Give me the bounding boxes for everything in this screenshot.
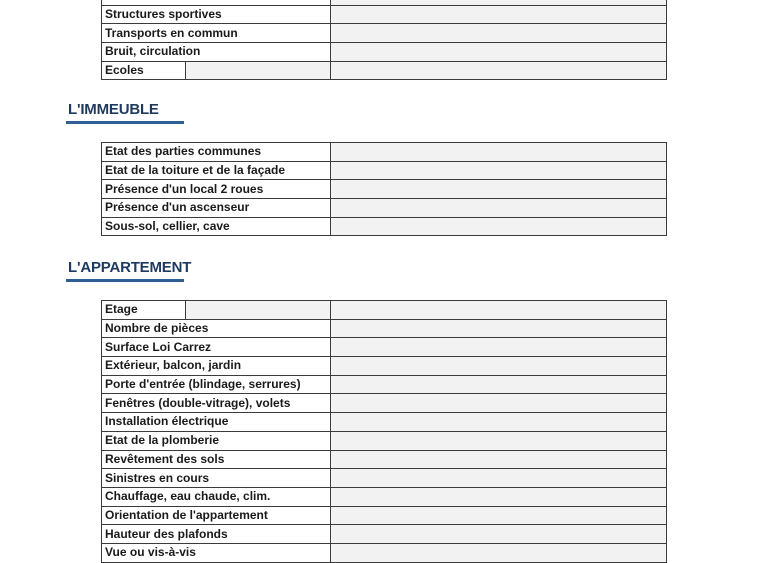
quartier-row-label: Structures sportives [102, 5, 331, 24]
section-title-appartement: L'APPARTEMENT [68, 259, 192, 276]
appartement-row [102, 543, 667, 562]
appartement-row [102, 487, 667, 506]
quartier-row-value-cell[interactable] [331, 43, 667, 62]
immeuble-row-label: Présence d'un ascenseur [102, 199, 331, 218]
appartement-row [102, 506, 667, 525]
quartier-row-label: Ecoles [102, 61, 186, 80]
immeuble-row-value-cell[interactable] [331, 161, 667, 180]
appartement-row-value-cell[interactable] [331, 413, 667, 432]
immeuble-row-label: Etat des parties communes [102, 143, 331, 162]
quartier-table [101, 0, 667, 80]
immeuble-row [102, 143, 667, 162]
appartement-row [102, 469, 667, 488]
appartement-row-value-cell[interactable] [331, 319, 667, 338]
appartement-row-label: Fenêtres (double-vitrage), volets [102, 394, 331, 413]
appartement-row-label: Extérieur, balcon, jardin [102, 357, 331, 376]
immeuble-table [101, 142, 667, 236]
appartement-row-label: Etat de la plomberie [102, 431, 331, 450]
appartement-row-label: Chauffage, eau chaude, clim. [102, 487, 331, 506]
appartement-row-value-cell[interactable] [331, 469, 667, 488]
appartement-row [102, 338, 667, 357]
appartement-row-value-cell[interactable] [331, 543, 667, 562]
quartier-row [102, 43, 667, 62]
appartement-row [102, 375, 667, 394]
appartement-row-value-cell[interactable] [331, 394, 667, 413]
appartement-row-label: Porte d'entrée (blindage, serrures) [102, 375, 331, 394]
appartement-row-value-cell[interactable] [331, 431, 667, 450]
quartier-row-label: Bruit, circulation [102, 43, 331, 62]
appartement-row-value-cell[interactable] [331, 357, 667, 376]
appartement-row [102, 450, 667, 469]
section-title-immeuble: L'IMMEUBLE [68, 101, 159, 118]
appartement-row-label: Vue ou vis-à-vis [102, 543, 331, 562]
appartement-row-label: Orientation de l'appartement [102, 506, 331, 525]
appartement-row [102, 319, 667, 338]
appartement-row-value-cell[interactable] [331, 506, 667, 525]
appartement-row-value-cell[interactable] [331, 450, 667, 469]
appartement-row [102, 413, 667, 432]
quartier-row-label: Transports en commun [102, 24, 331, 43]
appartement-row-subvalue-cell[interactable] [186, 301, 331, 320]
appartement-row-label: Hauteur des plafonds [102, 525, 331, 544]
appartement-row-label: Etage [102, 301, 186, 320]
section-underline-appartement [66, 279, 184, 282]
immeuble-row [102, 180, 667, 199]
appartement-row [102, 357, 667, 376]
immeuble-row-value-cell[interactable] [331, 199, 667, 218]
appartement-table [101, 300, 667, 563]
section-underline-immeuble [66, 121, 184, 124]
quartier-row-value-cell[interactable] [331, 24, 667, 43]
appartement-row-value-cell[interactable] [331, 338, 667, 357]
immeuble-row-value-cell[interactable] [331, 143, 667, 162]
appartement-row-value-cell[interactable] [331, 375, 667, 394]
quartier-row [102, 5, 667, 24]
immeuble-row-label: Sous-sol, cellier, cave [102, 217, 331, 236]
quartier-row [102, 24, 667, 43]
appartement-row-value-cell[interactable] [331, 301, 667, 320]
appartement-row-value-cell[interactable] [331, 487, 667, 506]
appartement-row [102, 301, 667, 320]
appartement-row [102, 431, 667, 450]
appartement-row [102, 525, 667, 544]
quartier-row [102, 61, 667, 80]
immeuble-row [102, 199, 667, 218]
appartement-row-label: Installation électrique [102, 413, 331, 432]
quartier-row-value-cell[interactable] [331, 61, 667, 80]
quartier-row-subvalue-cell[interactable] [186, 61, 331, 80]
appartement-row-label: Nombre de pièces [102, 319, 331, 338]
immeuble-row-value-cell[interactable] [331, 217, 667, 236]
appartement-row-label: Revêtement des sols [102, 450, 331, 469]
immeuble-row-label: Présence d'un local 2 roues [102, 180, 331, 199]
immeuble-row-value-cell[interactable] [331, 180, 667, 199]
appartement-row-label: Surface Loi Carrez [102, 338, 331, 357]
appartement-row [102, 394, 667, 413]
quartier-row-value-cell[interactable] [331, 5, 667, 24]
immeuble-row [102, 217, 667, 236]
immeuble-row-label: Etat de la toiture et de la façade [102, 161, 331, 180]
appartement-row-value-cell[interactable] [331, 525, 667, 544]
appartement-row-label: Sinistres en cours [102, 469, 331, 488]
immeuble-row [102, 161, 667, 180]
